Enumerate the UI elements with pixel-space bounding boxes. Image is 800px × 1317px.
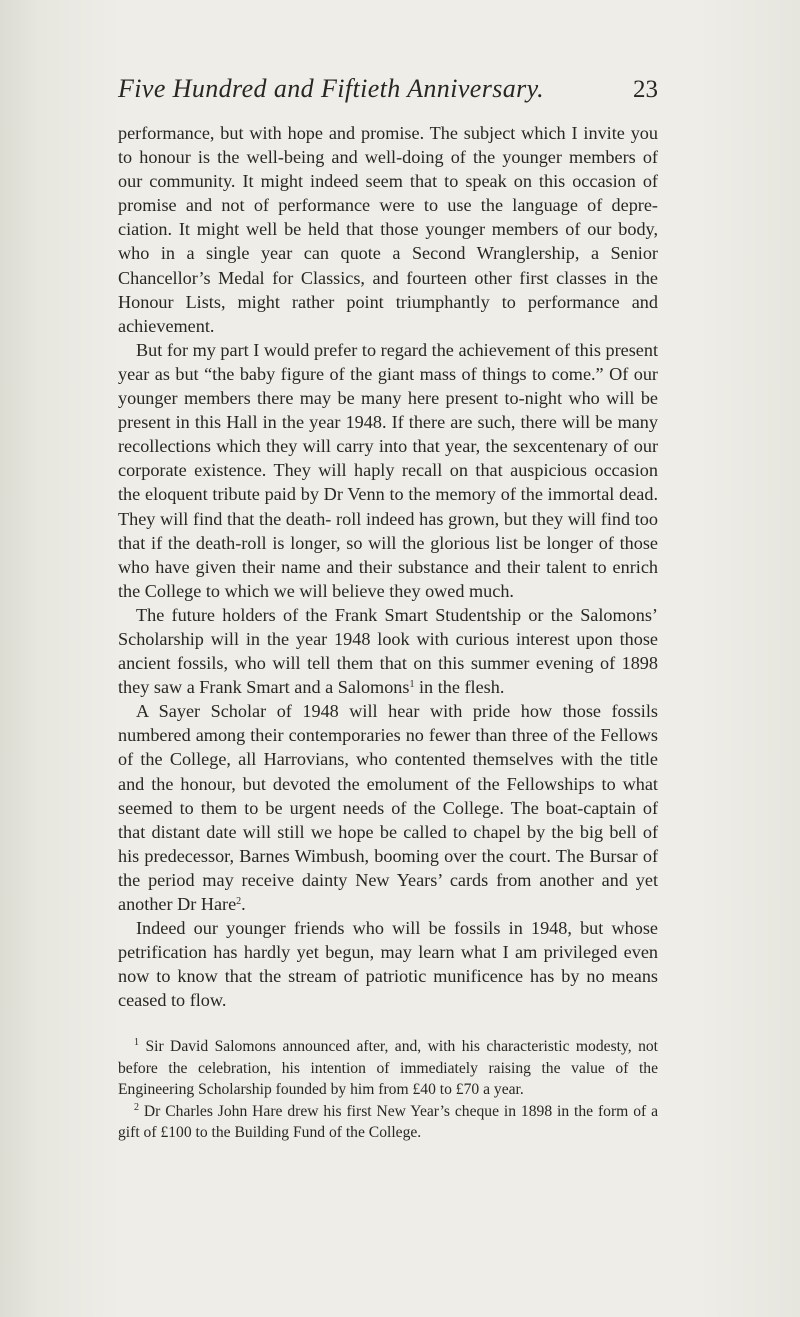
paragraph-1 xyxy=(118,121,658,338)
footnote-ref-1: 1 xyxy=(409,679,415,691)
footnote-text: Sir David Salomons announced after, and, with his characteristic modesty, not before the celebration, his intention of immediately raising the value of the Engineering Scholarship founded by him from £40 to £70 a year. xyxy=(118,1038,659,1098)
paragraph-text-tail: . xyxy=(241,894,246,914)
page-header xyxy=(118,74,658,114)
footnote-text: Dr Charles John Hare drew his first New Year’s cheque in 1898 in the form of a gift of £100 to the Building Fund of the College. xyxy=(118,1102,658,1141)
body-text xyxy=(118,121,658,1012)
footnote-2 xyxy=(118,1101,658,1144)
paragraph-5 xyxy=(118,916,658,1012)
paragraph-text: But for my part I would prefer to regard the achievement of this present year as but “the baby figure of the giant mass of things to come.” Of our younger members there may be many here present to-night who will be present in this Hall in the year 1948. If there are such, there will be many recollections which they will carry into that year, the sexcentenary of our corporate existence. They will haply recall on that auspicious occasion the eloquent tribute paid by Dr Venn to the memory of the immortal dead. They will find that the death- roll indeed has grown, but they will find too that if the death-roll is longer, so will the glorious list be longer of those who have given their name and their substance and their talent to enrich the College to which we will believe they owed much. xyxy=(118,339,658,601)
paragraph-text: A Sayer Scholar of 1948 will hear with pride how those fossils numbered among their contemporaries no fewer than three of the Fellows of the College, all Harrovians, who contented themselves with the title and the honour, but devoted the emolument of the Fellowships to what seemed to them to be urgent needs of the College. The boat-captain of that distant date will still we hope be called to chapel by the big bell of his predecessor, Barnes Wimbush, booming over the court. The Bursar of the period may receive dainty New Years’ cards from another and yet another Dr Hare xyxy=(118,701,658,914)
paragraph-2 xyxy=(118,338,658,603)
paragraph-4 xyxy=(118,699,658,916)
paragraph-text: The future holders of the Frank Smart Studentship or the Salomons’ Scholarship will in the year 1948 look with curious interest upon those ancient fossils, who will tell them that on this summer evening of 1898 they saw a Frank Smart and a Salomons xyxy=(118,604,658,698)
paragraph-text: performance, but with hope and promise. The subject which I invite you to honour is the well-being and well-doing of the younger members of our community. It might indeed seem that to speak on this occasion of promise and not of performance were to use the language of depre- ciation. It might well be held that those younger members of our body, who in a single year can quote a Second Wranglership, a Senior Chancellor’s Medal for Classics, and fourteen other first classes in the Honour Lists, might rather point triumphantly to performance and achievement. xyxy=(118,123,658,336)
page-number: 23 xyxy=(633,76,658,103)
running-title: Five Hundred and Fiftieth Anniversary. xyxy=(118,74,545,103)
paragraph-text: Indeed our younger friends who will be fossils in 1948, but whose petrification has hardly yet begun, may learn what I am privileged even now to know that the stream of patriotic munificence has by no means ceased to flow. xyxy=(118,918,658,1011)
footnote-ref-2: 2 xyxy=(236,896,242,907)
paragraph-3 xyxy=(118,603,658,699)
footnote-mark: 1 xyxy=(134,1037,139,1048)
footnotes xyxy=(118,1036,658,1144)
footnote-1 xyxy=(118,1036,658,1101)
paragraph-text-tail: in the flesh. xyxy=(414,677,505,698)
footnote-mark: 2 xyxy=(134,1101,139,1113)
